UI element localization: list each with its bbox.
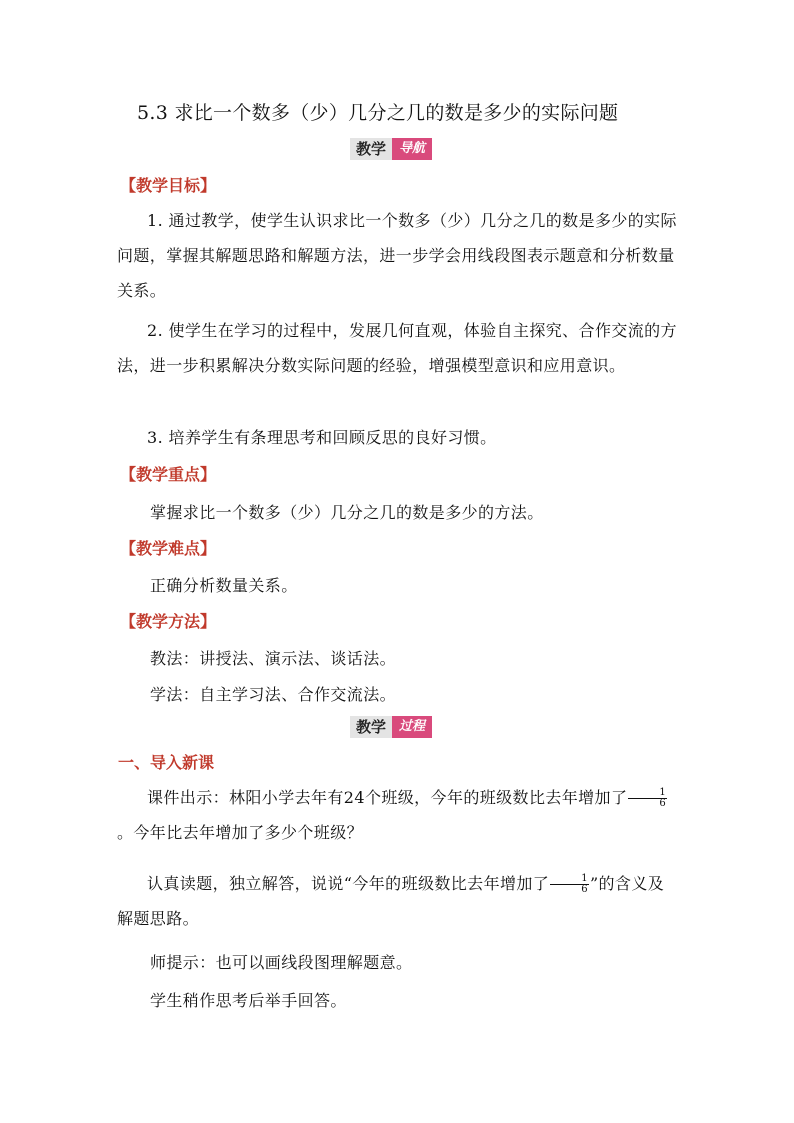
teacher-hint: 师提示：也可以画线段图理解题意。 bbox=[150, 953, 413, 972]
fraction-numerator: 1 bbox=[550, 874, 589, 885]
heading-teaching-goals: 【教学目标】 bbox=[120, 176, 217, 195]
banner-teaching-process bbox=[350, 716, 432, 738]
heading-introduction: 一、导入新课 bbox=[118, 753, 215, 772]
page-title: 5.3 求比一个数多（少）几分之几的数是多少的实际问题 bbox=[137, 102, 619, 124]
heading-key-point: 【教学重点】 bbox=[120, 465, 217, 484]
goal-item-2: 2. 使学生在学习的过程中，发展几何直观，体验自主探究、合作交流的方法，进一步积累解决分数实际问题的经验，增强模型意识和应用意识。 bbox=[117, 321, 677, 375]
fraction-one-sixth bbox=[628, 788, 667, 809]
learning-method-text: 学法：自主学习法、合作交流法。 bbox=[150, 685, 397, 704]
intro-paragraph-1-text-b: 。今年比去年增加了多少个班级？ bbox=[117, 823, 364, 842]
heading-teaching-methods: 【教学方法】 bbox=[120, 612, 217, 631]
intro-paragraph-1-text-a: 课件出示：林阳小学去年有24个班级，今年的班级数比去年增加了 bbox=[147, 788, 628, 807]
banner-left-label: 教学 bbox=[350, 716, 392, 738]
banner-right-label: 过程 bbox=[392, 716, 432, 738]
intro-paragraph-2 bbox=[117, 866, 679, 936]
fraction-denominator: 6 bbox=[581, 884, 588, 895]
goal-item-3: 3. 培养学生有条理思考和回顾反思的良好习惯。 bbox=[147, 428, 497, 447]
intro-paragraph-2-text-a: 认真读题，独立解答，说说“今年的班级数比去年增加了 bbox=[147, 874, 550, 893]
teaching-method-text: 教法：讲授法、演示法、谈话法。 bbox=[150, 649, 397, 668]
intro-paragraph-1 bbox=[117, 780, 679, 850]
banner-right-label: 导航 bbox=[392, 138, 432, 160]
fraction-one-sixth bbox=[550, 874, 589, 895]
fraction-denominator: 6 bbox=[659, 798, 667, 809]
banner-teaching-guide bbox=[350, 138, 432, 160]
intro-paragraph-2-text-b: ”的含义及解题思路。 bbox=[117, 874, 665, 928]
fraction-numerator: 1 bbox=[628, 788, 667, 799]
goal-item-1: 1. 通过教学，使学生认识求比一个数多（少）几分之几的数是多少的实际问题，掌握其解题思路和解题方法，进一步学会用线段图表示题意和分析数量关系。 bbox=[117, 211, 677, 300]
difficulty-text: 正确分析数量关系。 bbox=[150, 576, 298, 595]
banner-left-label: 教学 bbox=[350, 138, 392, 160]
key-point-text: 掌握求比一个数多（少）几分之几的数是多少的方法。 bbox=[150, 503, 544, 522]
heading-difficulty: 【教学难点】 bbox=[120, 539, 217, 558]
student-response: 学生稍作思考后举手回答。 bbox=[150, 991, 347, 1010]
